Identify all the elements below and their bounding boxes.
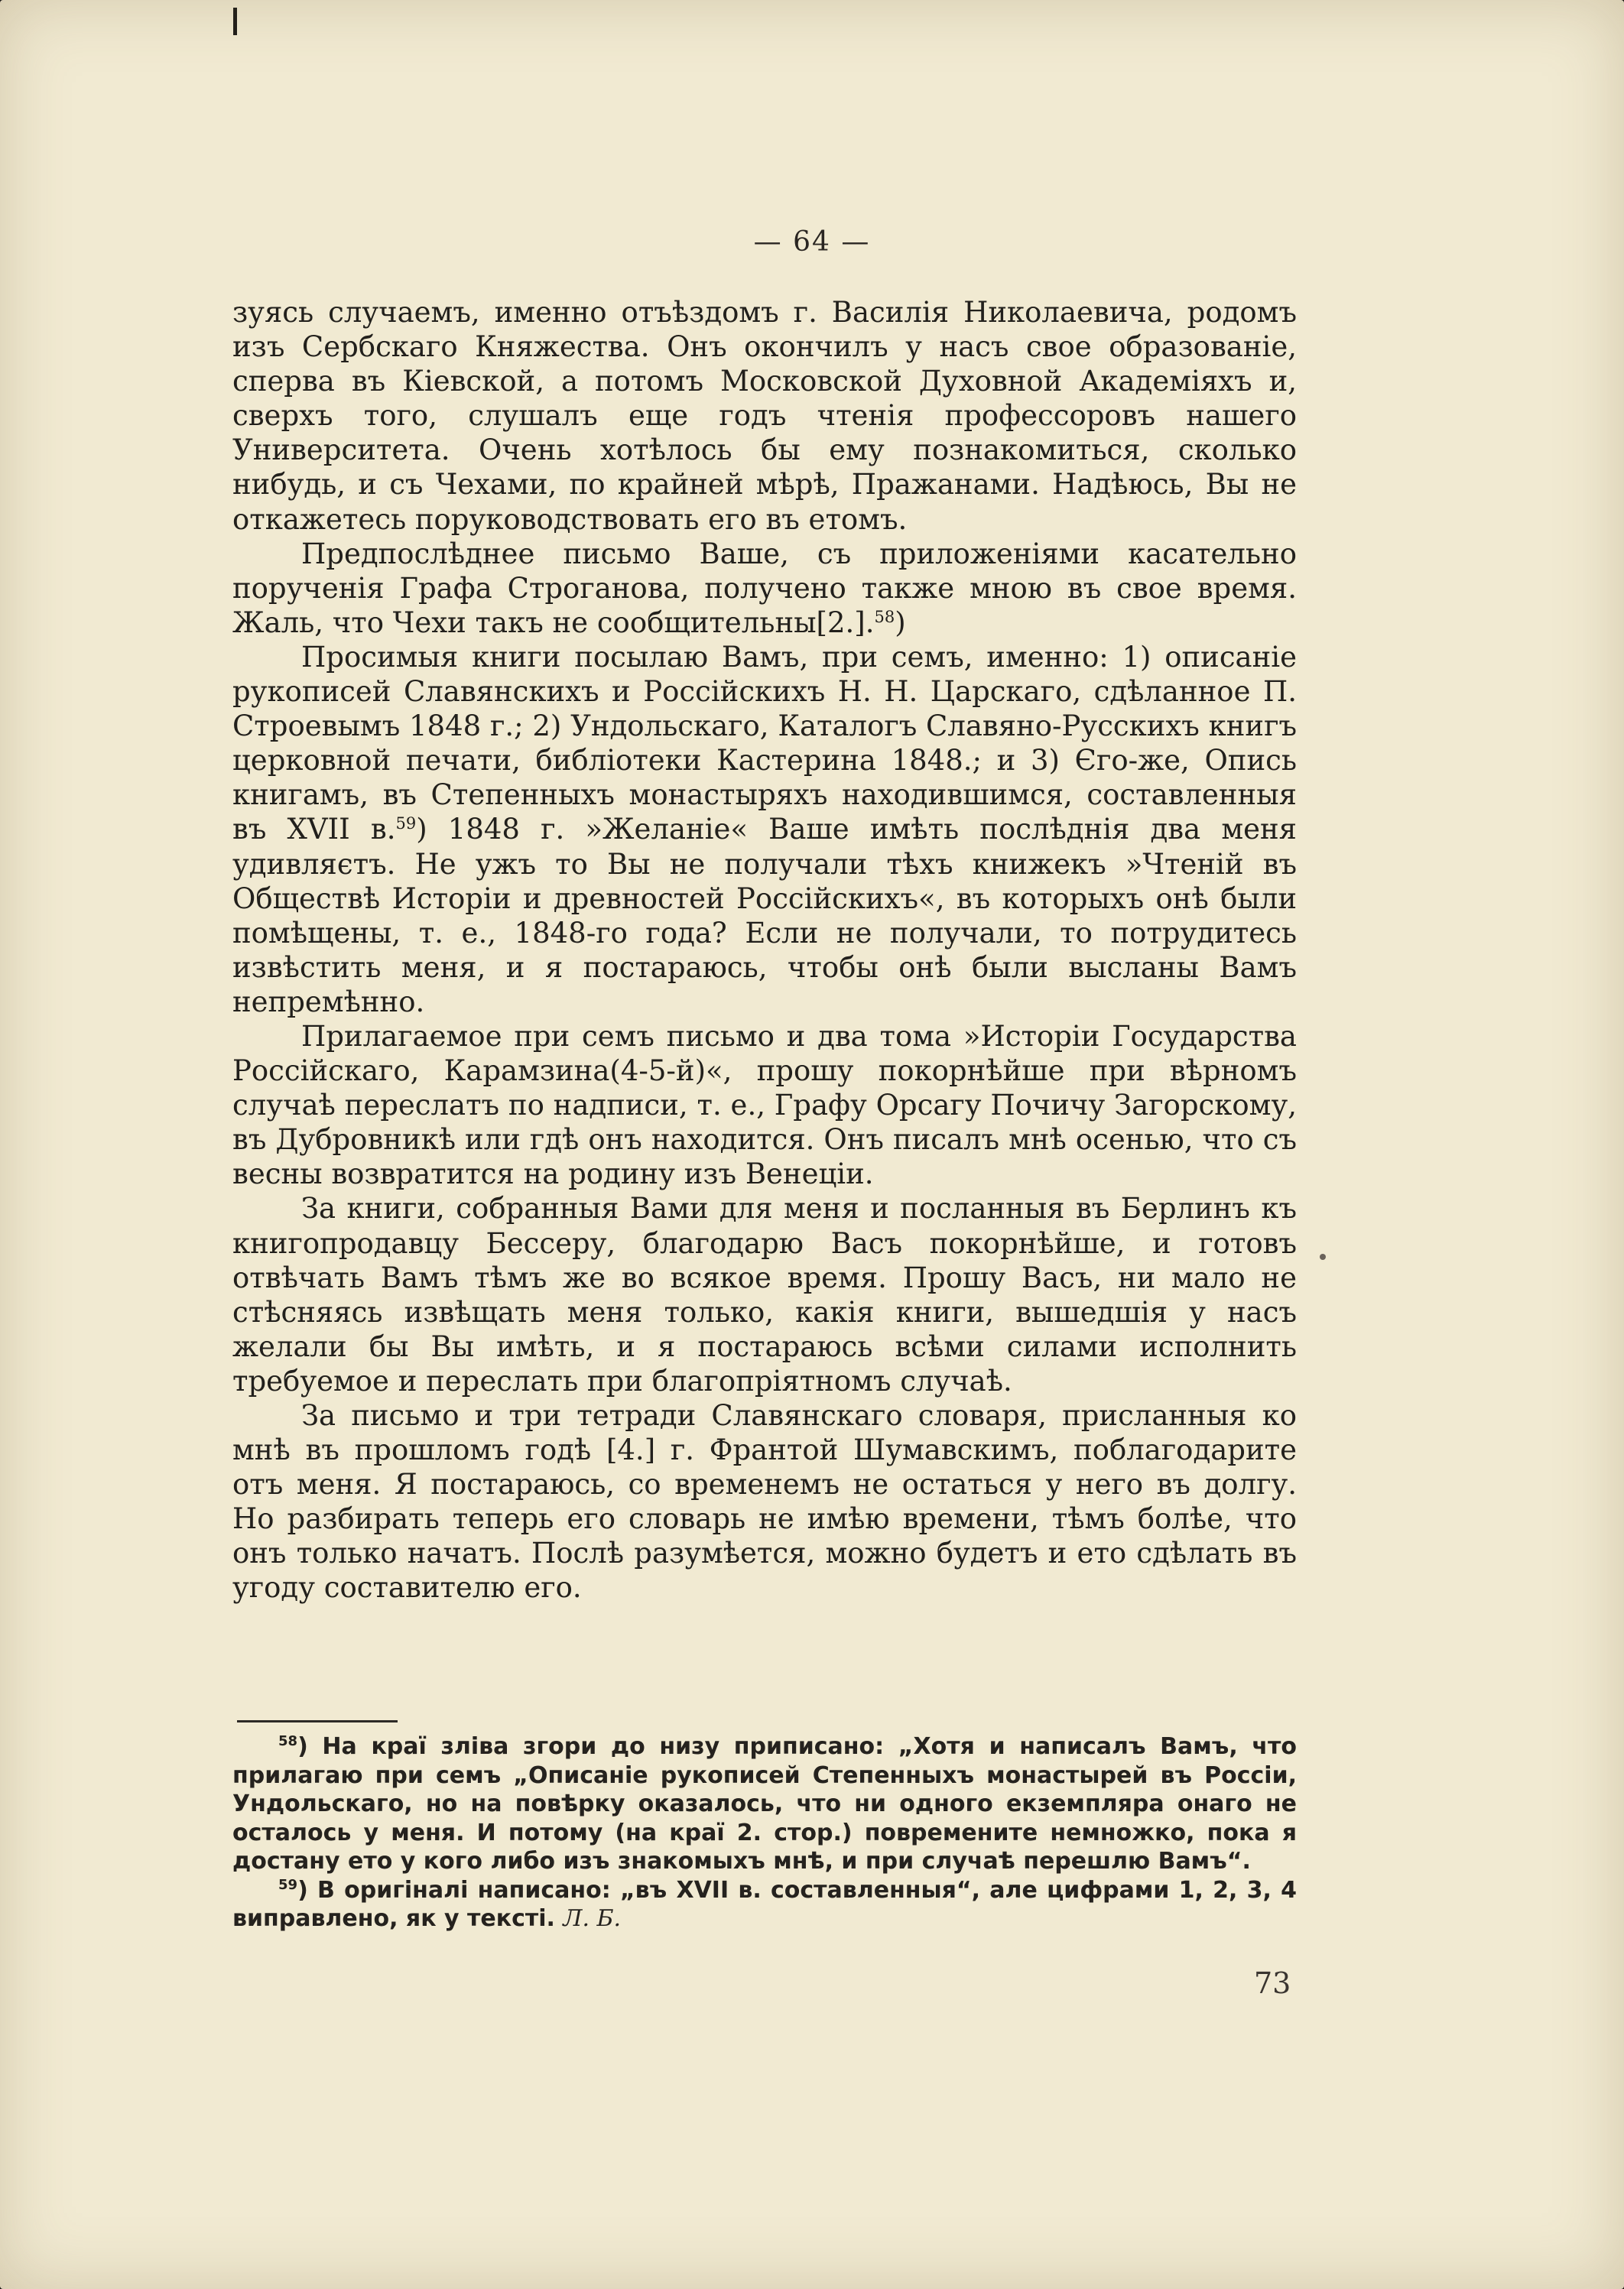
paragraph-1: зуясь случаемъ, именно отъѣздомъ г. Василія Николаевича, родомъ изъ Сербскаго Княжества. Онъ окончилъ у насъ свое образованіе, сперва въ Кіевской, а потомъ Московской Духовной Академіяхъ и, сверхъ того, слушалъ еще годъ чтенія профессоровъ нашего Университета. Очень хотѣлось бы ему познакомиться, сколько нибудь, и съ Чехами, по крайней мѣрѣ, Пражанами. Надѣюсь, Вы не откажетесь поруководствовать его въ етомъ.	[232, 296, 1297, 536]
footnote-ref-59: 59	[395, 814, 417, 833]
footnote-divider	[237, 1720, 398, 1722]
paragraph-3-text-a: Просимыя книги посылаю Вамъ, при семъ, именно: 1) описаніе рукописей Славянскихъ и Россійскихъ Н. Н. Царскаго, сдѣланное П. Строевымъ 1848 г.; 2) Ундольскаго, Каталогъ Славяно-Русскихъ книгъ церковной печати, библіотеки Кастерина 1848.; и 3) Єго-же, Опись книгамъ, въ Степенныхъ монастыряхъ находившимся, составленныя въ XVII в.	[232, 640, 1297, 846]
footnote-59	[232, 1876, 1297, 1933]
editor-signature: Л. Б.	[563, 1905, 622, 1932]
paragraph-2	[232, 537, 1297, 640]
letter-body	[232, 295, 1297, 1606]
paragraph-3	[232, 640, 1297, 1019]
footnote-59-text: ) В оригіналі написано: „въ XVII в. составленныя“, але цифрами 1, 2, 3, 4 виправлено, як у тексті.	[232, 1876, 1297, 1932]
footnote-59-number: 59	[278, 1876, 298, 1893]
ink-speck	[1320, 1254, 1326, 1260]
paragraph-3-text-b: ) 1848 г. »Желаніе« Ваше имѣть послѣднія два меня удивляєтъ. Не ужъ то Вы не получали тѣхъ книжекъ »Чтеній въ Обществѣ Исторіи и древностей Россійскихъ«, въ которыхъ онѣ были помѣщены, т. е., 1848-го года? Если не получали, то потрудитесь извѣстить меня, и я постараюсь, чтобы онѣ были высланы Вамъ непремѣнно.	[232, 813, 1297, 1018]
paragraph-2-text: Предпослѣднее письмо Ваше, съ приложеніями касательно порученія Графа Строганова, получено также мною въ свое время. Жаль, что Чехи такъ не сообщительны[2.].	[232, 537, 1297, 639]
binding-mark	[233, 8, 237, 35]
paragraph-4: Прилагаемое при семъ письмо и два тома »Исторіи Государства Россійскаго, Карамзина(4-5-й)«, прошу покорнѣйше при вѣрномъ случаѣ переслатъ по надписи, т. е., Графу Орсагу Почичу Загорскому, въ Дубровникѣ или гдѣ онъ находится. Онъ писалъ мнѣ осенью, что съ весны возвратится на родину изъ Венеціи.	[232, 1019, 1297, 1191]
footnote-58	[232, 1732, 1297, 1876]
paragraph-6: За письмо и три тетради Славянскаго словаря, присланныя ко мнѣ въ прошломъ годѣ [4.] г. Франтой Шумавскимъ, поблагодарите отъ меня. Я постараюсь, со временемъ не остаться у него въ долгу. Но разбирать теперь его словарь не имѣю времени, тѣмъ болѣе, что онъ только начатъ. Послѣ разумѣется, можно будетъ и ето сдѣлать въ угоду составителю его.	[232, 1399, 1297, 1605]
paragraph-5: За книги, собранныя Вами для меня и посланныя въ Берлинъ къ книгопродавцу Бессеру, благодарю Васъ покорнѣйше, и готовъ отвѣчать Вамъ тѣмъ же во всякое время. Прошу Васъ, ни мало не стѣсняясь извѣщать меня только, какія книги, вышедшія у насъ желали бы Вы имѣть, и я постараюсь всѣми силами исполнить требуемое и переслать при благопріятномъ случаѣ.	[232, 1192, 1297, 1398]
folio-number: 73	[1254, 1966, 1291, 2000]
footnote-58-number: 58	[278, 1733, 298, 1749]
footnotes	[232, 1732, 1297, 1933]
footnote-ref-58: 58	[874, 607, 895, 626]
page-number-header: — 64 —	[753, 226, 871, 258]
paragraph-2-tail: )	[895, 606, 906, 639]
footnote-58-text: ) На краї зліва згори до низу приписано: „Хотя и написалъ Вамъ, что прилагаю при семъ „Описаніе рукописей Степенныхъ монастырей въ Россіи, Ундольскаго, но на повѣрку оказалось, что ни одного екземпляра онаго не осталось у меня. И потому (на краї 2. стор.) повремените немножко, пока я достану ето у кого либо изъ знакомыхъ мнѣ, и при случаѣ перешлю Вамъ“.	[232, 1733, 1297, 1875]
